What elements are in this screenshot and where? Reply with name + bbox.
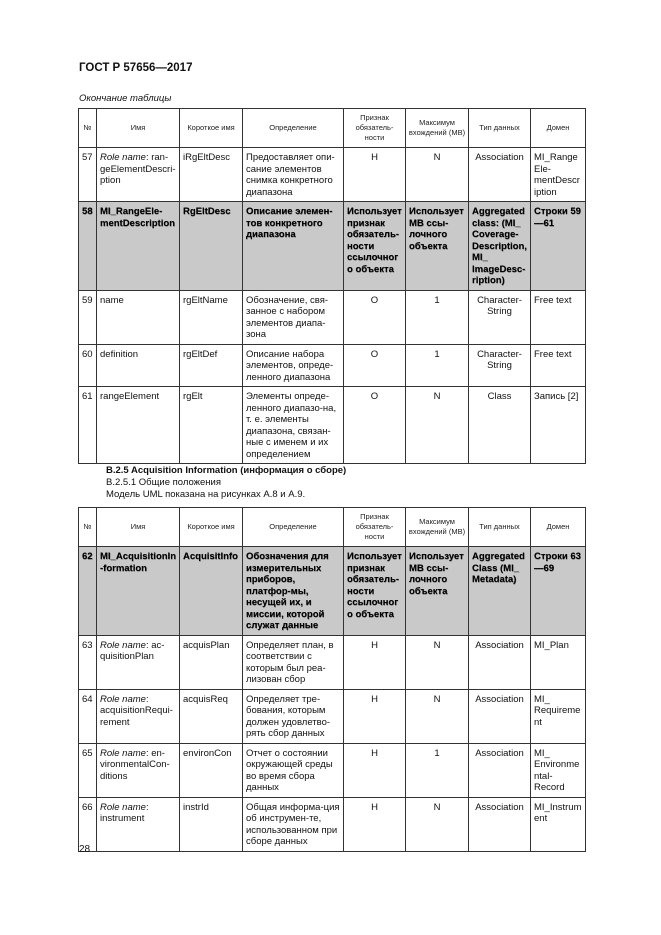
row-data-type: Character-String bbox=[469, 290, 531, 344]
col-header-definition: Определение bbox=[243, 508, 344, 547]
row-num: 59 bbox=[79, 290, 97, 344]
row-domain: MI_ Environmental-Record bbox=[531, 743, 586, 797]
row-num: 57 bbox=[79, 148, 97, 202]
row-domain: Строки 63—69 bbox=[531, 547, 586, 636]
row-max-occurrence: 1 bbox=[406, 344, 469, 387]
row-domain: Free text bbox=[531, 290, 586, 344]
table-row-highlighted bbox=[79, 547, 586, 636]
table-caption: Окончание таблицы bbox=[79, 93, 172, 104]
row-obligation: Н bbox=[344, 635, 406, 689]
row-name: Role name: en-vironmentalCon-ditions bbox=[97, 743, 180, 797]
row-max-occurrence: N bbox=[406, 387, 469, 464]
row-short-name: AcquisitInfo bbox=[180, 547, 243, 636]
row-num: 64 bbox=[79, 689, 97, 743]
row-data-type: Aggregated class: (MI_ Coverage-Description, MI_ ImageDesc-ription) bbox=[469, 202, 531, 291]
row-name: Role name: ran-geElementDescri-ption bbox=[97, 148, 180, 202]
row-definition: Описание набора элементов, опреде-ленного диапазона bbox=[243, 344, 344, 387]
table-row bbox=[79, 290, 586, 344]
col-header-domain: Домен bbox=[531, 508, 586, 547]
col-header-max-occurrence: Максимум вхождений (MB) bbox=[406, 508, 469, 547]
row-num: 63 bbox=[79, 635, 97, 689]
table-continuation bbox=[78, 108, 586, 464]
row-obligation: Н bbox=[344, 797, 406, 851]
row-short-name: rgEltName bbox=[180, 290, 243, 344]
row-short-name: RgEltDesc bbox=[180, 202, 243, 291]
row-obligation: Использует признак обязатель-ности ссылочного объекта bbox=[344, 202, 406, 291]
table-header-row bbox=[79, 508, 586, 547]
row-definition: Предоставляет опи-сание элементов снимка конкретного диапазона bbox=[243, 148, 344, 202]
table-row bbox=[79, 635, 586, 689]
row-max-occurrence: N bbox=[406, 689, 469, 743]
row-short-name: acquisPlan bbox=[180, 635, 243, 689]
row-name: MI_RangeEle-mentDescription bbox=[97, 202, 180, 291]
col-header-domain: Домен bbox=[531, 109, 586, 148]
row-domain: Запись [2] bbox=[531, 387, 586, 464]
row-definition: Отчет о состоянии окружающей среды во время сбора данных bbox=[243, 743, 344, 797]
row-obligation: О bbox=[344, 387, 406, 464]
table-header-row bbox=[79, 109, 586, 148]
row-name: rangeElement bbox=[97, 387, 180, 464]
table-acquisition bbox=[78, 507, 586, 852]
row-domain: MI_RangeEle-mentDescription bbox=[531, 148, 586, 202]
table-row bbox=[79, 344, 586, 387]
row-short-name: instrId bbox=[180, 797, 243, 851]
row-name: Role name: ac-quisitionPlan bbox=[97, 635, 180, 689]
row-max-occurrence: N bbox=[406, 797, 469, 851]
table-row bbox=[79, 689, 586, 743]
row-definition: Элементы опреде-ленного диапазо-на, т. е. элементы диапазона, связан-ные с именем и их определением bbox=[243, 387, 344, 464]
col-header-max-occurrence: Максимум вхождений (MB) bbox=[406, 109, 469, 148]
row-num: 61 bbox=[79, 387, 97, 464]
col-header-name: Имя bbox=[97, 109, 180, 148]
col-header-data-type: Тип данных bbox=[469, 109, 531, 148]
row-definition: Общая информа-ция об инструмен-те, использованном при сборе данных bbox=[243, 797, 344, 851]
row-short-name: environCon bbox=[180, 743, 243, 797]
row-data-type: Class bbox=[469, 387, 531, 464]
page-number: 28 bbox=[79, 844, 91, 855]
row-max-occurrence: N bbox=[406, 148, 469, 202]
row-name: name bbox=[97, 290, 180, 344]
table-row bbox=[79, 387, 586, 464]
row-obligation: О bbox=[344, 344, 406, 387]
col-header-name: Имя bbox=[97, 508, 180, 547]
row-obligation: Н bbox=[344, 743, 406, 797]
section-subheading: B.2.5.1 Общие положения bbox=[106, 477, 222, 488]
col-header-data-type: Тип данных bbox=[469, 508, 531, 547]
row-name: Role name: instrument bbox=[97, 797, 180, 851]
row-obligation: Н bbox=[344, 689, 406, 743]
row-short-name: acquisReq bbox=[180, 689, 243, 743]
section-heading: B.2.5 Acquisition Information (информация о сборе) bbox=[106, 465, 347, 476]
row-domain: Строки 59—61 bbox=[531, 202, 586, 291]
col-header-obligation: Признак обязатель-ности bbox=[344, 109, 406, 148]
row-obligation: О bbox=[344, 290, 406, 344]
document-header: ГОСТ Р 57656—2017 bbox=[79, 62, 193, 74]
row-domain: Free text bbox=[531, 344, 586, 387]
row-data-type: Association bbox=[469, 635, 531, 689]
table-row bbox=[79, 797, 586, 851]
row-definition: Обозначения для измерительных приборов, платфор-мы, несущей их, и миссии, которой служат данные bbox=[243, 547, 344, 636]
row-definition: Определяет план, в соответствии с которым был реа-лизован сбор bbox=[243, 635, 344, 689]
section-b-2-5 bbox=[106, 465, 346, 501]
row-data-type: Association bbox=[469, 148, 531, 202]
row-domain: MI_Plan bbox=[531, 635, 586, 689]
row-domain: MI_Instrument bbox=[531, 797, 586, 851]
row-max-occurrence: Использует MB ссы-лочного объекта bbox=[406, 202, 469, 291]
row-data-type: Association bbox=[469, 743, 531, 797]
row-num: 58 bbox=[79, 202, 97, 291]
col-header-definition: Определение bbox=[243, 109, 344, 148]
row-max-occurrence: 1 bbox=[406, 743, 469, 797]
row-domain: MI_ Requirement bbox=[531, 689, 586, 743]
row-data-type: Aggregated Class (MI_ Metadata) bbox=[469, 547, 531, 636]
row-data-type: Character-String bbox=[469, 344, 531, 387]
row-definition: Обозначение, свя-занное с набором элементов диапа-зона bbox=[243, 290, 344, 344]
row-short-name: rgElt bbox=[180, 387, 243, 464]
row-name: definition bbox=[97, 344, 180, 387]
table-row-highlighted bbox=[79, 202, 586, 291]
row-data-type: Association bbox=[469, 689, 531, 743]
row-short-name: iRgEltDesc bbox=[180, 148, 243, 202]
row-num: 66 bbox=[79, 797, 97, 851]
row-name: Role name: acquisitionRequi-rement bbox=[97, 689, 180, 743]
col-header-num: № bbox=[79, 109, 97, 148]
col-header-obligation: Признак обязатель-ности bbox=[344, 508, 406, 547]
row-name: MI_AcquisitionIn-formation bbox=[97, 547, 180, 636]
col-header-short-name: Короткое имя bbox=[180, 508, 243, 547]
row-max-occurrence: Использует MB ссы-лочного объекта bbox=[406, 547, 469, 636]
row-num: 62 bbox=[79, 547, 97, 636]
row-short-name: rgEltDef bbox=[180, 344, 243, 387]
row-definition: Описание элемен-тов конкретного диапазона bbox=[243, 202, 344, 291]
row-num: 65 bbox=[79, 743, 97, 797]
col-header-num: № bbox=[79, 508, 97, 547]
col-header-short-name: Короткое имя bbox=[180, 109, 243, 148]
table-row bbox=[79, 148, 586, 202]
row-obligation: Н bbox=[344, 148, 406, 202]
row-definition: Определяет тре-бования, которым должен удовлетво-рять сбор данных bbox=[243, 689, 344, 743]
row-max-occurrence: N bbox=[406, 635, 469, 689]
section-text: Модель UML показана на рисунках А.8 и А.9. bbox=[106, 489, 306, 500]
row-obligation: Использует признак обязатель-ности ссылочного объекта bbox=[344, 547, 406, 636]
row-data-type: Association bbox=[469, 797, 531, 851]
row-num: 60 bbox=[79, 344, 97, 387]
table-row bbox=[79, 743, 586, 797]
row-max-occurrence: 1 bbox=[406, 290, 469, 344]
